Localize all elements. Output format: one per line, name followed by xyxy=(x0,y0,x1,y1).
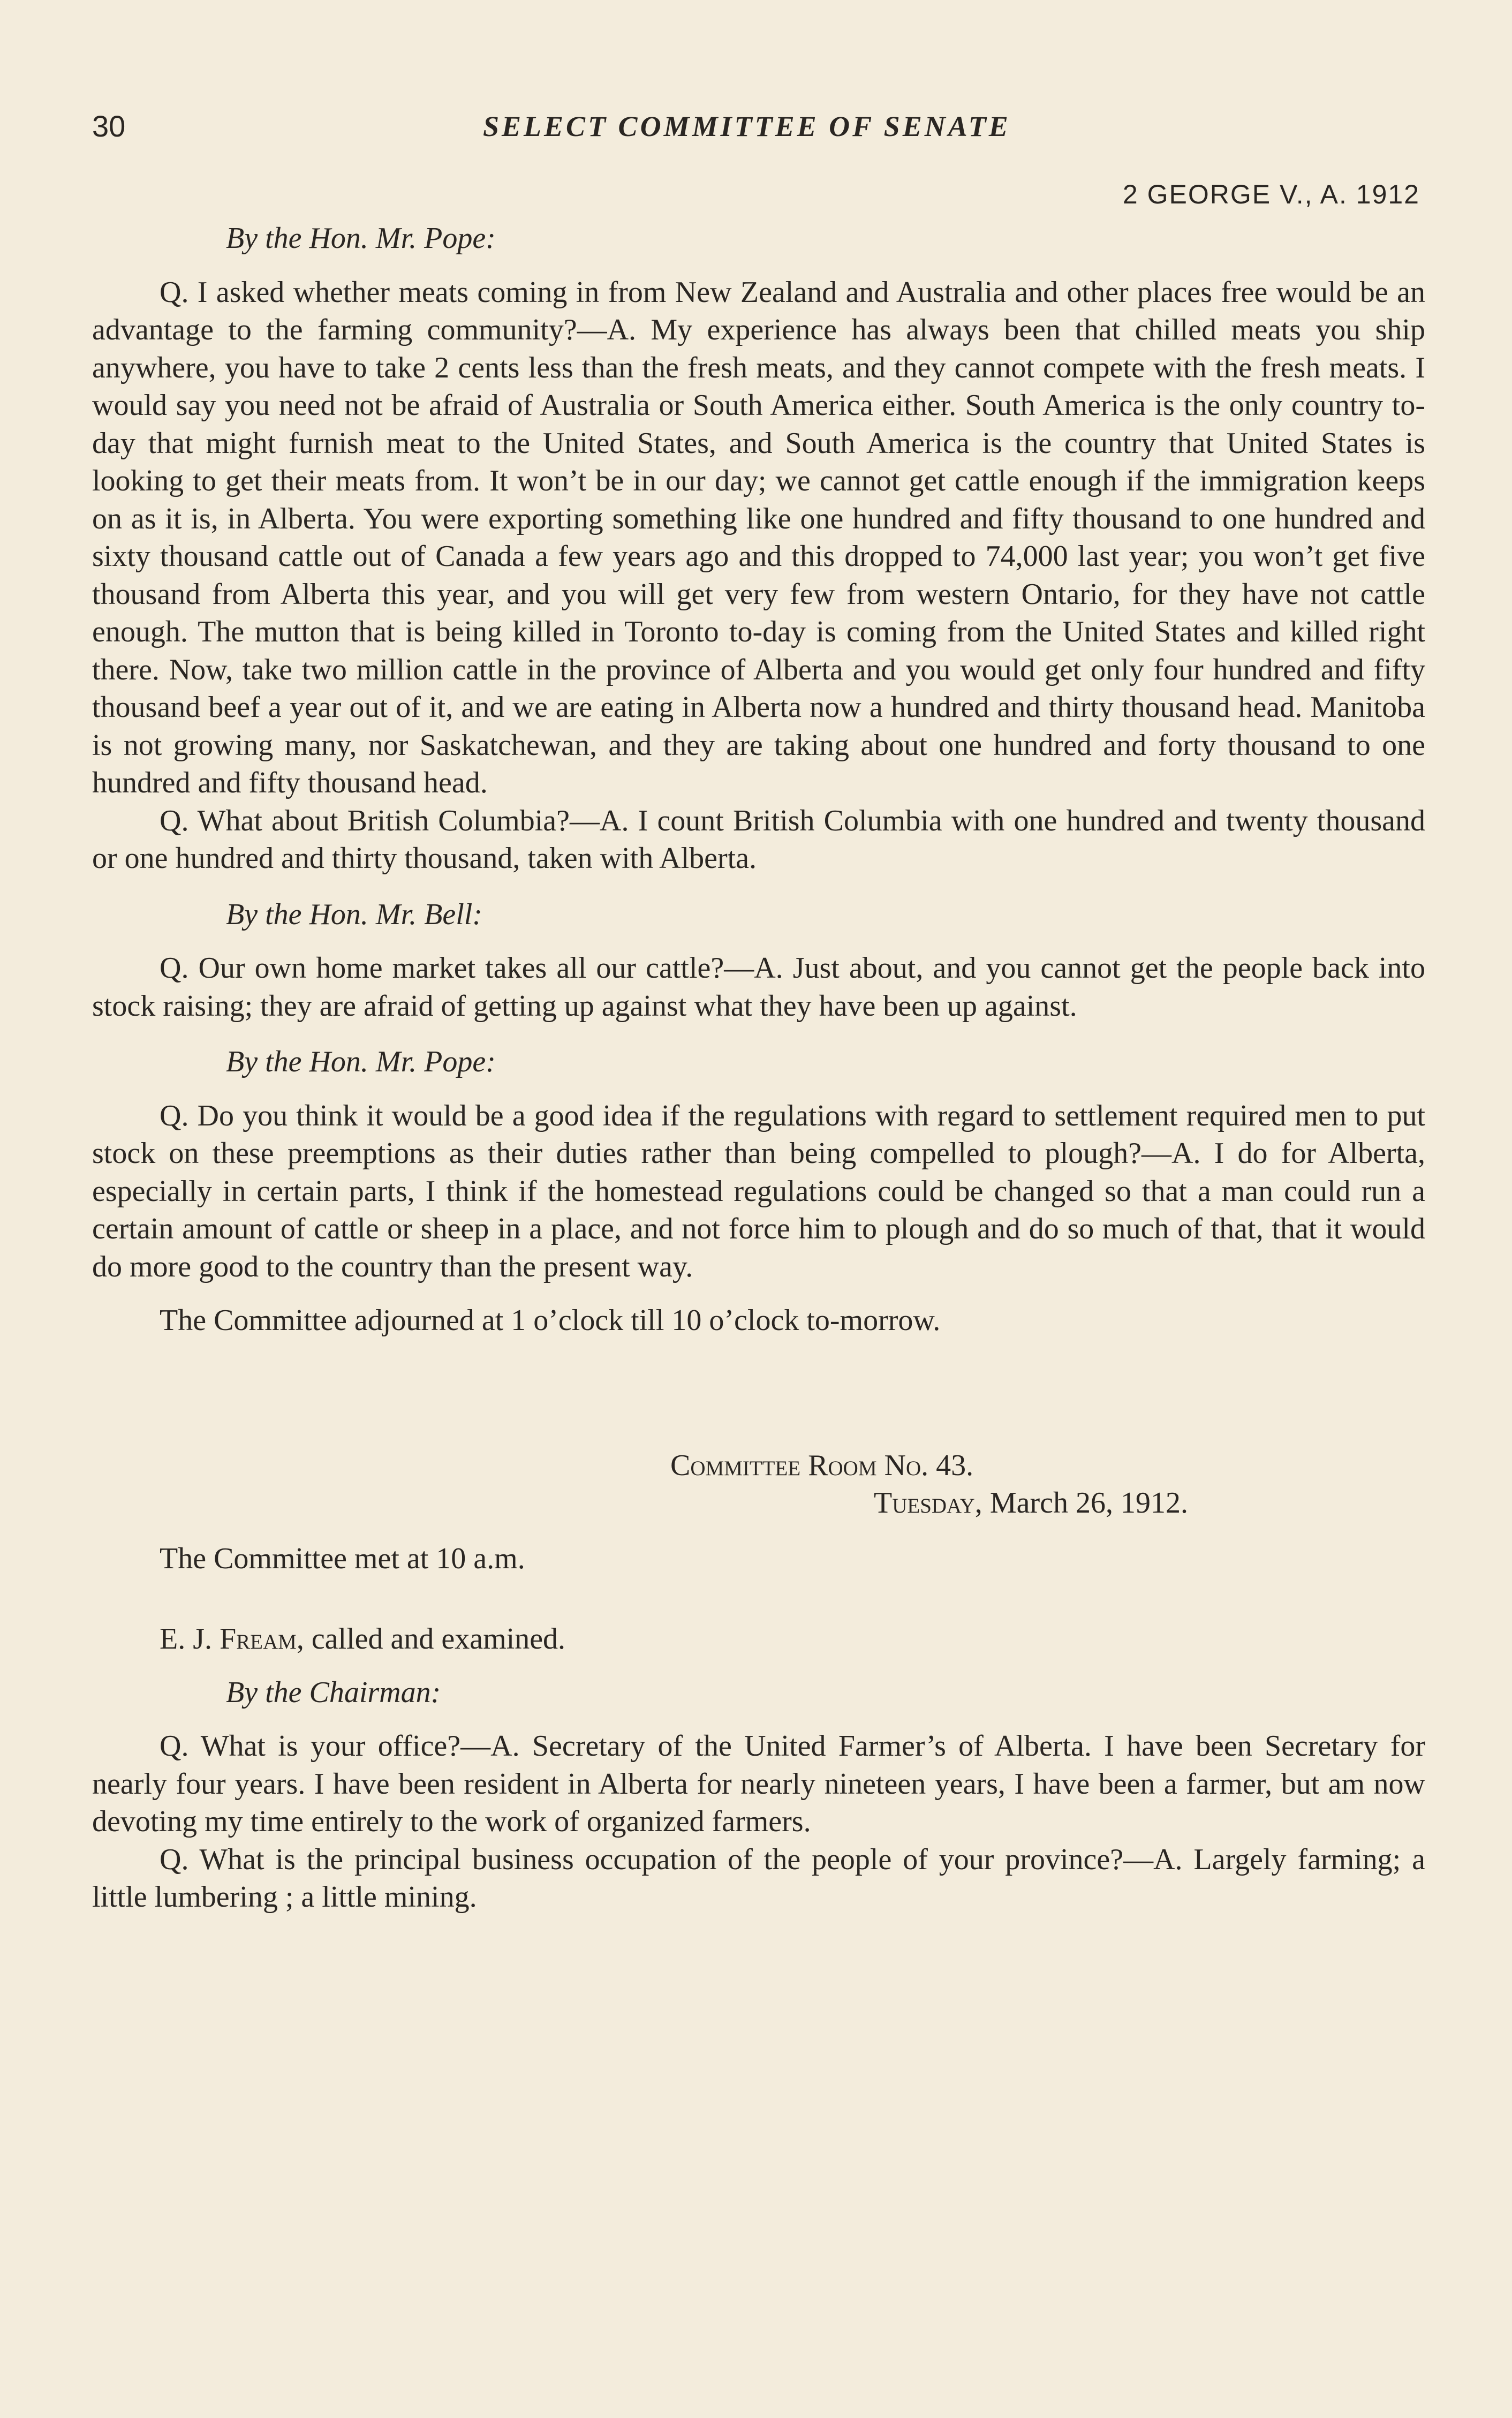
paragraph: Q. Do you think it would be a good idea if the regulations with regard to settlement required men to put stock on these preemptions as their duties rather than being compelled to plough?—A. I do for Alberta, especially in certain parts, I think if the homestead regulations could be changed so that a man could run a certain amount of cattle or sheep in a place, and not force him to plough and do so much of that, that it would do more good to the country than the present way. xyxy=(92,1099,1425,1283)
witness-name: E. J. Fream, xyxy=(160,1622,304,1656)
witness-line xyxy=(92,1620,1425,1658)
paragraph: Q. Our own home market takes all our cattle?—A. Just about, and you cannot get the people back into stock raising; they are afraid of getting up against what they have been up against. xyxy=(92,951,1425,1023)
running-head xyxy=(92,105,1420,148)
examiner-heading: By the Hon. Mr. Pope: xyxy=(226,1045,496,1078)
paragraph: Q. I asked whether meats coming in from New Zealand and Australia and other places free would be an advantage to the farming community?—A. My experience has always been that chilled meats you ship anywhere, you have to take 2 cents less than the fresh meats, and they cannot compete with the fresh meats. I would say you need not be afraid of Australia or South America either. South America is the only country to-day that might furnish meat to the United States, and South America is the country that United States is looking to get their meats from. It won’t be in our day; we cannot get cattle enough if the immigration keeps on as it is, in Alberta. You were exporting something like one hundred and fifty thousand to one hundred and sixty thousand cattle out of Canada a few years ago and this dropped to 74,000 last year; you won’t get five thousand from Alberta this year, and you will get very few from western Ontario, for they have not cattle enough. The mutton that is being killed in Toronto to-day is coming from the United States and killed right there. Now, take two million cattle in the province of Alberta and you would get only four hundred and fifty thousand beef a year out of it, and we are eating in Alberta now a hundred and thirty thousand head. Manitoba is not growing many, nor Saskatchewan, and they are taking about one hundred and forty thousand to one hundred and fifty thousand head. xyxy=(92,275,1425,799)
adjournment-note: The Committee adjourned at 1 o’clock till 10 o’clock to-morrow. xyxy=(160,1304,941,1337)
running-head-title: SELECT COMMITTEE OF SENATE xyxy=(483,110,1011,142)
examiner-heading: By the Hon. Mr. Bell: xyxy=(226,897,482,931)
meeting-day: Tuesday, xyxy=(874,1486,982,1520)
session-line: 2 GEORGE V., A. 1912 xyxy=(1122,179,1420,209)
paragraph: Q. What is the principal business occupation of the people of your province?—A. Largely farming; a little lumbering ; a little mining. xyxy=(92,1842,1425,1914)
committee-room xyxy=(92,1447,1425,1484)
examiner-heading: By the Chairman: xyxy=(226,1675,441,1709)
paragraph: Q. What is your office?—A. Secretary of the United Farmer’s of Alberta. I have been Secretary for nearly four years. I have been resident in Alberta for nearly nineteen years, I have been a farmer, but am now devoting my time entirely to the work of organized farmers. xyxy=(92,1729,1425,1838)
committee-room-text: Committee Room No. 43. xyxy=(670,1448,974,1482)
page-number: 30 xyxy=(92,109,126,143)
body-text xyxy=(92,220,1425,1916)
paragraph: Q. What about British Columbia?—A. I count British Columbia with one hundred and twenty thousand or one hundred and thirty thousand, taken with Alberta. xyxy=(92,804,1425,875)
meeting-date xyxy=(92,1484,1425,1522)
witness-status: called and examined. xyxy=(311,1622,566,1656)
examiner-heading: By the Hon. Mr. Pope: xyxy=(226,222,496,255)
meeting-date-text: March 26, 1912. xyxy=(989,1486,1188,1520)
meeting-opening: The Committee met at 10 a.m. xyxy=(160,1542,525,1575)
